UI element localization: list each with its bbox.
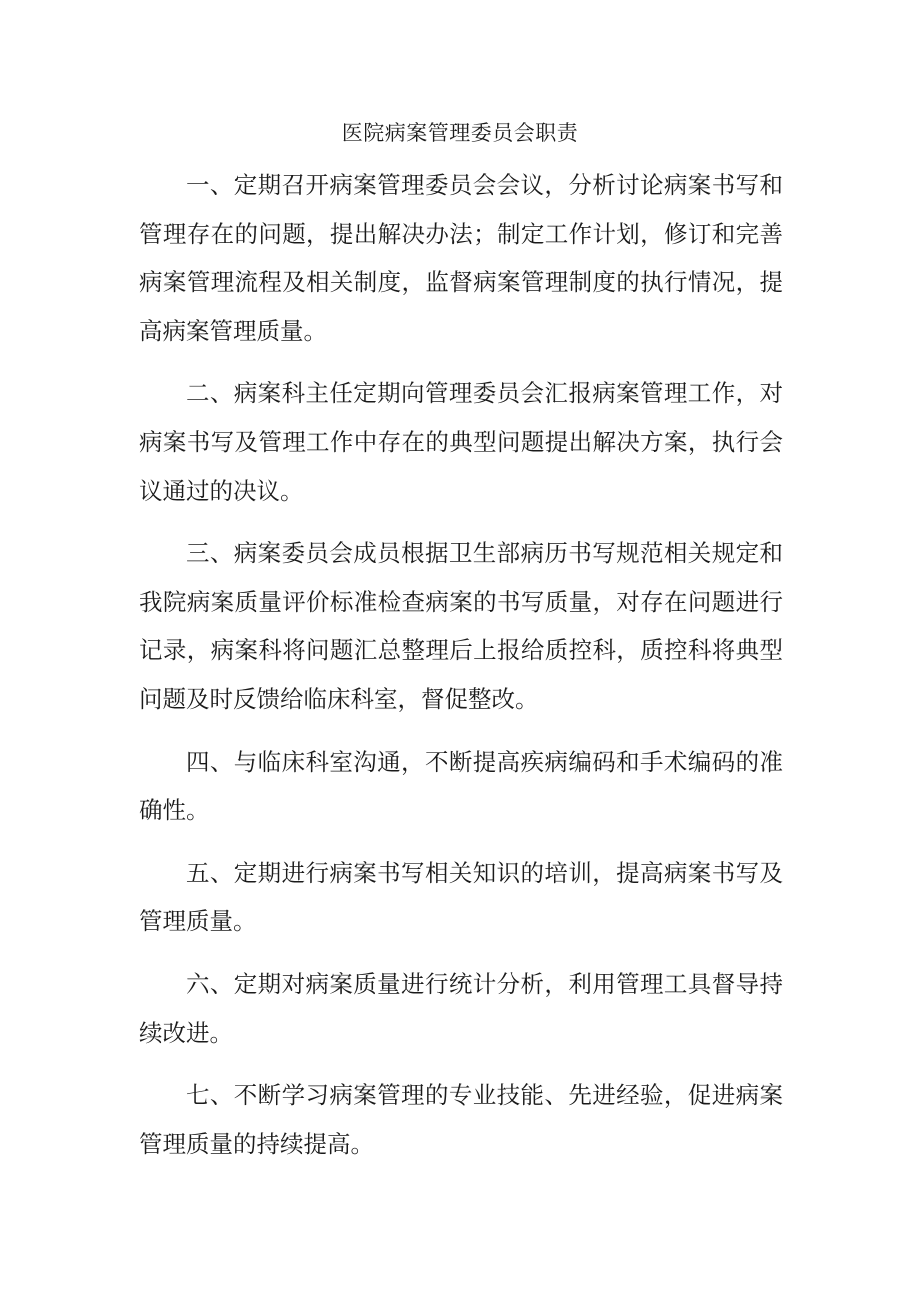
paragraph-1: 一、定期召开病案管理委员会会议，分析讨论病案书写和管理存在的问题，提出解决办法；制定工作计划，修订和完善病案管理流程及相关制度，监督病案管理制度的执行情况，提高病案管理质量。 [139, 171, 783, 345]
paragraph-6: 六、定期对病案质量进行统计分析，利用管理工具督导持续改进。 [139, 969, 783, 1047]
document-body [139, 161, 783, 1182]
paragraph-3: 三、病案委员会成员根据卫生部病历书写规范相关规定和我院病案质量评价标准检查病案的书写质量，对存在问题进行记录，病案科将问题汇总整理后上报给质控科，质控科将典型问题及时反馈给临床科室，督促整改。 [139, 539, 783, 713]
paragraph-5: 五、定期进行病案书写相关知识的培训，提高病案书写及管理质量。 [139, 858, 783, 936]
paragraph-4: 四、与临床科室沟通，不断提高疾病编码和手术编码的准确性。 [139, 747, 783, 825]
paragraph-7: 七、不断学习病案管理的专业技能、先进经验，促进病案管理质量的持续提高。 [139, 1081, 783, 1158]
document-title: 医院病案管理委员会职责 [341, 121, 579, 145]
paragraph-2: 二、病案科主任定期向管理委员会汇报病案管理工作，对病案书写及管理工作中存在的典型问题提出解决方案，执行会议通过的决议。 [139, 379, 783, 505]
